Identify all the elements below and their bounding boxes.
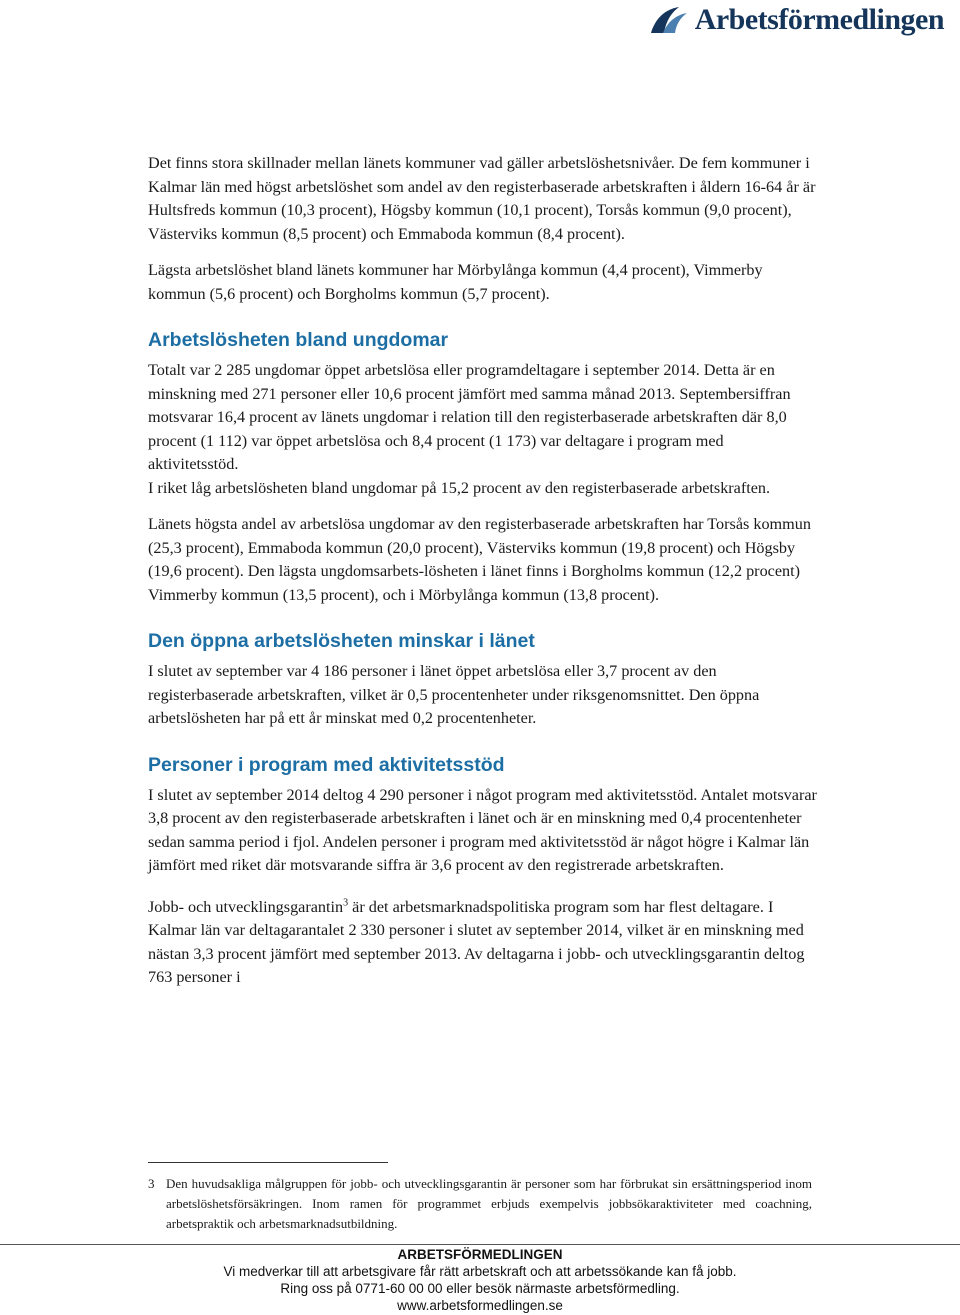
footer-org-name: ARBETSFÖRMEDLINGEN <box>397 1247 563 1262</box>
youth-paragraph-1: Totalt var 2 285 ungdomar öppet arbetslösa eller programdeltagare i september 2014. Detta är en minskning med 271 personer eller 10,6 procent jämfört med samma månad 2013. Septembersiffran motsvarar 16,4 procent av länets ungdomar i relation till den registerbaserade arbetskraften där 8,0 procent (1 112) var öppet arbetslösa och 8,4 procent (1 173) var deltagare i program med aktivitetsstöd. <box>148 361 791 473</box>
page-footer <box>0 1246 960 1314</box>
footer-website-link[interactable]: www.arbetsformedlingen.se <box>397 1298 563 1313</box>
footer-tagline: Vi medverkar till att arbetsgivare får rätt arbetskraft och att arbetssökande kan få jobb. <box>223 1264 737 1279</box>
brand-logo <box>649 0 944 40</box>
section-heading-youth: Arbetslösheten bland ungdomar <box>148 329 449 351</box>
footnote-divider <box>148 1162 388 1163</box>
document-body <box>148 152 818 1003</box>
program-paragraph-2-lead: Jobb- och utvecklingsgarantin <box>148 897 344 916</box>
youth-paragraph-1b: I riket låg arbetslösheten bland ungdomar på 15,2 procent av den registerbaserade arbetskraften. <box>148 478 771 497</box>
intro-paragraph-2: Lägsta arbetslöshet bland länets kommuner har Mörbylånga kommun (4,4 procent), Vimmerby kommun (5,6 procent) och Borgholms kommun (5,7 procent). <box>148 261 763 303</box>
footer-contact: Ring oss på 0771-60 00 00 eller besök närmaste arbetsförmedling. <box>280 1281 680 1296</box>
footnote-reference[interactable]: 3 <box>343 897 349 909</box>
footer-divider <box>0 1244 960 1245</box>
section-heading-program: Personer i program med aktivitetsstöd <box>148 753 505 776</box>
brand-mark-icon <box>649 5 689 35</box>
brand-logo-text: Arbetsförmedlingen <box>694 3 944 36</box>
program-paragraph-2-rest: är det arbetsmarknadspolitiska program som har flest deltagare. I Kalmar län var deltagarantalet 2 330 personer i slutet av september 2014, vilket är en minskning med nästan 3,3 procent jämfört med september 2013. Av deltagarna i jobb- och utvecklingsgarantin deltog 763 personer i <box>148 897 805 986</box>
intro-paragraph-1: Det finns stora skillnader mellan länets kommuner vad gäller arbetslöshetsnivåer. De fem kommuner i Kalmar län med högst arbetslöshet som andel av den registerbaserade arbetskraften i åldern 16-64 år är Hultsfreds kommun (10,3 procent), Högsby kommun (10,1 procent), Torsås kommun (9,0 procent), Västerviks kommun (8,5 procent) och Emmaboda kommun (8,4 procent). <box>148 154 816 243</box>
youth-paragraph-2: Länets högsta andel av arbetslösa ungdomar av den registerbaserade arbetskraften har Torsås kommun (25,3 procent), Emmaboda kommun (20,0 procent), Västerviks kommun (19,8 procent) och Högsby (19,6 procent). Den lägsta ungdomsarbets-lösheten i länet finns i Borgholms kommun (12,2 procent) Vimmerby kommun (13,5 procent), och i Mörbylånga kommun (13,8 procent). <box>148 515 811 604</box>
open-paragraph-1: I slutet av september var 4 186 personer i länet öppet arbetslösa eller 3,7 procent av den registerbaserade arbetskraften, vilket är 0,5 procentenheter under riksgenomsnittet. Den öppna arbetslösheten har på ett år minskat med 0,2 procentenheter. <box>148 662 760 727</box>
footnote <box>148 1174 812 1234</box>
program-paragraph-2 <box>148 896 818 990</box>
program-paragraph-1: I slutet av september 2014 deltog 4 290 personer i något program med aktivitetsstöd. Antalet motsvarar 3,8 procent av den registerbaserade arbetskraften i länet och är en minskning med 0,4 procentenheter sedan samma period i fjol. Andelen personer i program med aktivitetsstöd är något högre i Kalmar län jämfört med riket där motsvarande siffra är 3,6 procent av den registrerade arbetskraften. <box>148 785 817 874</box>
footnote-text: Den huvudsakliga målgruppen för jobb- och utvecklingsgarantin är personer som har förbrukat sin ersättningsperiod inom arbetslöshetsförsäkringen. Inom ramen för programmet erbjuds exempelvis jobbsökaraktiviteter med coachning, arbetspraktik och arbetsmarknadsutbildning. <box>166 1176 812 1231</box>
footnote-number: 3 <box>148 1176 155 1191</box>
section-heading-open-unemployment: Den öppna arbetslösheten minskar i länet <box>148 630 535 652</box>
